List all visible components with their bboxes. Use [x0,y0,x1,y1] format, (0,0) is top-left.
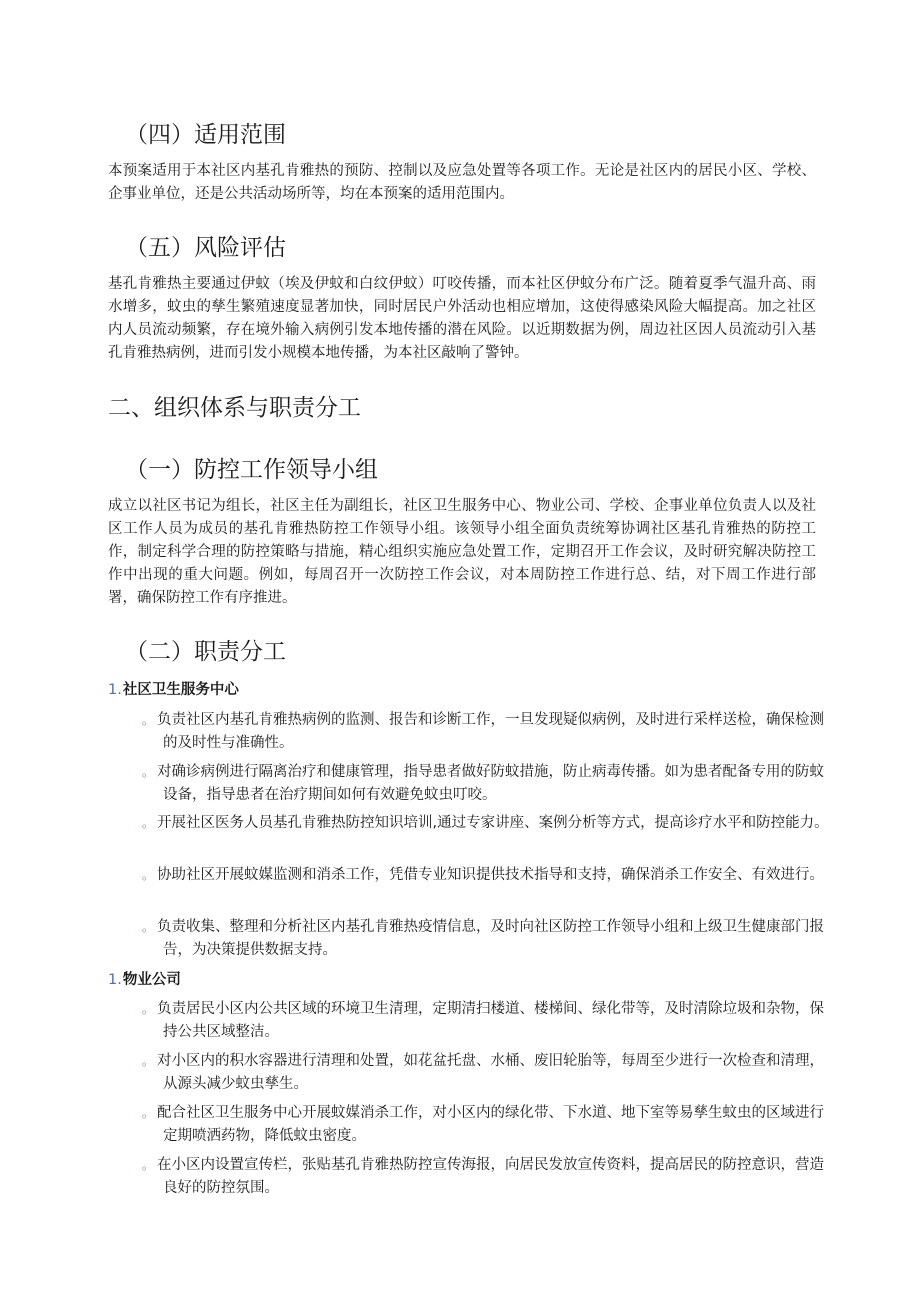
paragraph-scope: 本预案适用于本社区内基孔肯雅热的预防、控制以及应急处置等各项工作。无论是社区内的居民小区、学校、企事业单位，还是公共活动场所等，均在本预案的适用范围内。 [108,163,816,202]
bullet-icon: 。 [142,816,155,830]
duty-group-number: 1. [108,972,122,988]
duty-group-title [108,680,239,700]
list-item: 。 负责收集、整理和分析社区内基孔肯雅热疫情信息，及时向社区防控工作领导小组和上级卫生健康部门报告，为决策提供数据支持。 [142,916,831,962]
list-item: 。 负责社区内基孔肯雅热病例的监测、报告和诊断工作，一旦发现疑似病例，及时进行采样送检，确保检测的及时性与准确性。 [142,709,831,755]
list-item: 。 开展社区医务人员基孔肯雅热防控知识培训,通过专家讲座、案例分析等方式，提高诊疗水平和防控能力。 [142,812,831,835]
chapter-heading-organization: 二、组织体系与职责分工 [108,395,361,421]
bullet-icon: 。 [142,713,155,727]
list-item: 。 协助社区开展蚊媒监测和消杀工作，凭借专业知识提供技术指导和支持，确保消杀工作安全、有效进行。 [142,864,831,887]
bullet-icon: 。 [142,1002,155,1016]
section-heading-scope: （四）适用范围 [125,122,286,148]
bullet-icon: 。 [142,920,155,934]
duty-group-label: 社区卫生服务中心 [122,682,239,698]
bullet-icon: 。 [142,1106,155,1120]
list-item: 。 配合社区卫生服务中心开展蚊媒消杀工作，对小区内的绿化带、下水道、地下室等易孳生蚊虫的区域进行定期喷洒药物，降低蚊虫密度。 [142,1102,831,1148]
duty-group-label: 物业公司 [122,972,181,988]
paragraph-risk: 基孔肯雅热主要通过伊蚊（埃及伊蚊和白纹伊蚊）叮咬传播，而本社区伊蚊分布广泛。随着夏季气温升高、雨水增多，蚊虫的孳生繁殖速度显著加快，同时居民户外活动也相应增加，这使得感染风险大幅提高。加之社区内人员流动频繁，存在境外输入病例引发本地传播的潜在风险。以近期数据为例，周边社区因人员流动引入基孔肯雅热病例，进而引发小规模本地传播，为本社区敲响了警钟。 [108,276,816,361]
paragraph-leadership: 成立以社区书记为组长，社区主任为副组长，社区卫生服务中心、物业公司、学校、企事业单位负责人以及社区工作人员为成员的基孔肯雅热防控工作领导小组。该领导小组全面负责统筹协调社区基孔肯雅热的防控工作，制定科学合理的防控策略与措施，精心组织实施应急处置工作，定期召开工作会议，及时研究解决防控工作中出现的重大问题。例如，每周召开一次防控工作会议，对本周防控工作进行总、结，对下周工作进行部署，确保防控工作有序推进。 [108,498,816,606]
duty-group-number: 1. [108,682,122,698]
list-item: 。 在小区内设置宣传栏，张贴基孔肯雅热防控宣传海报，向居民发放宣传资料，提高居民的防控意识，营造良好的防控氛围。 [142,1154,831,1200]
bullet-icon: 。 [142,1054,155,1068]
bullet-icon: 。 [142,1158,155,1172]
section-heading-duties: （二）职责分工 [125,639,286,665]
section-heading-leadership: （一）防控工作领导小组 [125,457,378,483]
bullet-icon: 。 [142,765,155,779]
list-item: 。 对小区内的积水容器进行清理和处置，如花盆托盘、水桶、废旧轮胎等，每周至少进行一次检查和清理，从源头减少蚊虫孳生。 [142,1050,831,1096]
duty-group-title [108,970,181,990]
bullet-icon: 。 [142,868,155,882]
list-item: 。 负责居民小区内公共区域的环境卫生清理，定期清扫楼道、楼梯间、绿化带等，及时清除垃圾和杂物，保持公共区域整洁。 [142,998,831,1044]
section-heading-risk: （五）风险评估 [125,235,286,261]
list-item: 。 对确诊病例进行隔离治疗和健康管理，指导患者做好防蚊措施，防止病毒传播。如为患者配备专用的防蚊设备，指导患者在治疗期间如何有效避免蚊虫叮咬。 [142,761,831,807]
